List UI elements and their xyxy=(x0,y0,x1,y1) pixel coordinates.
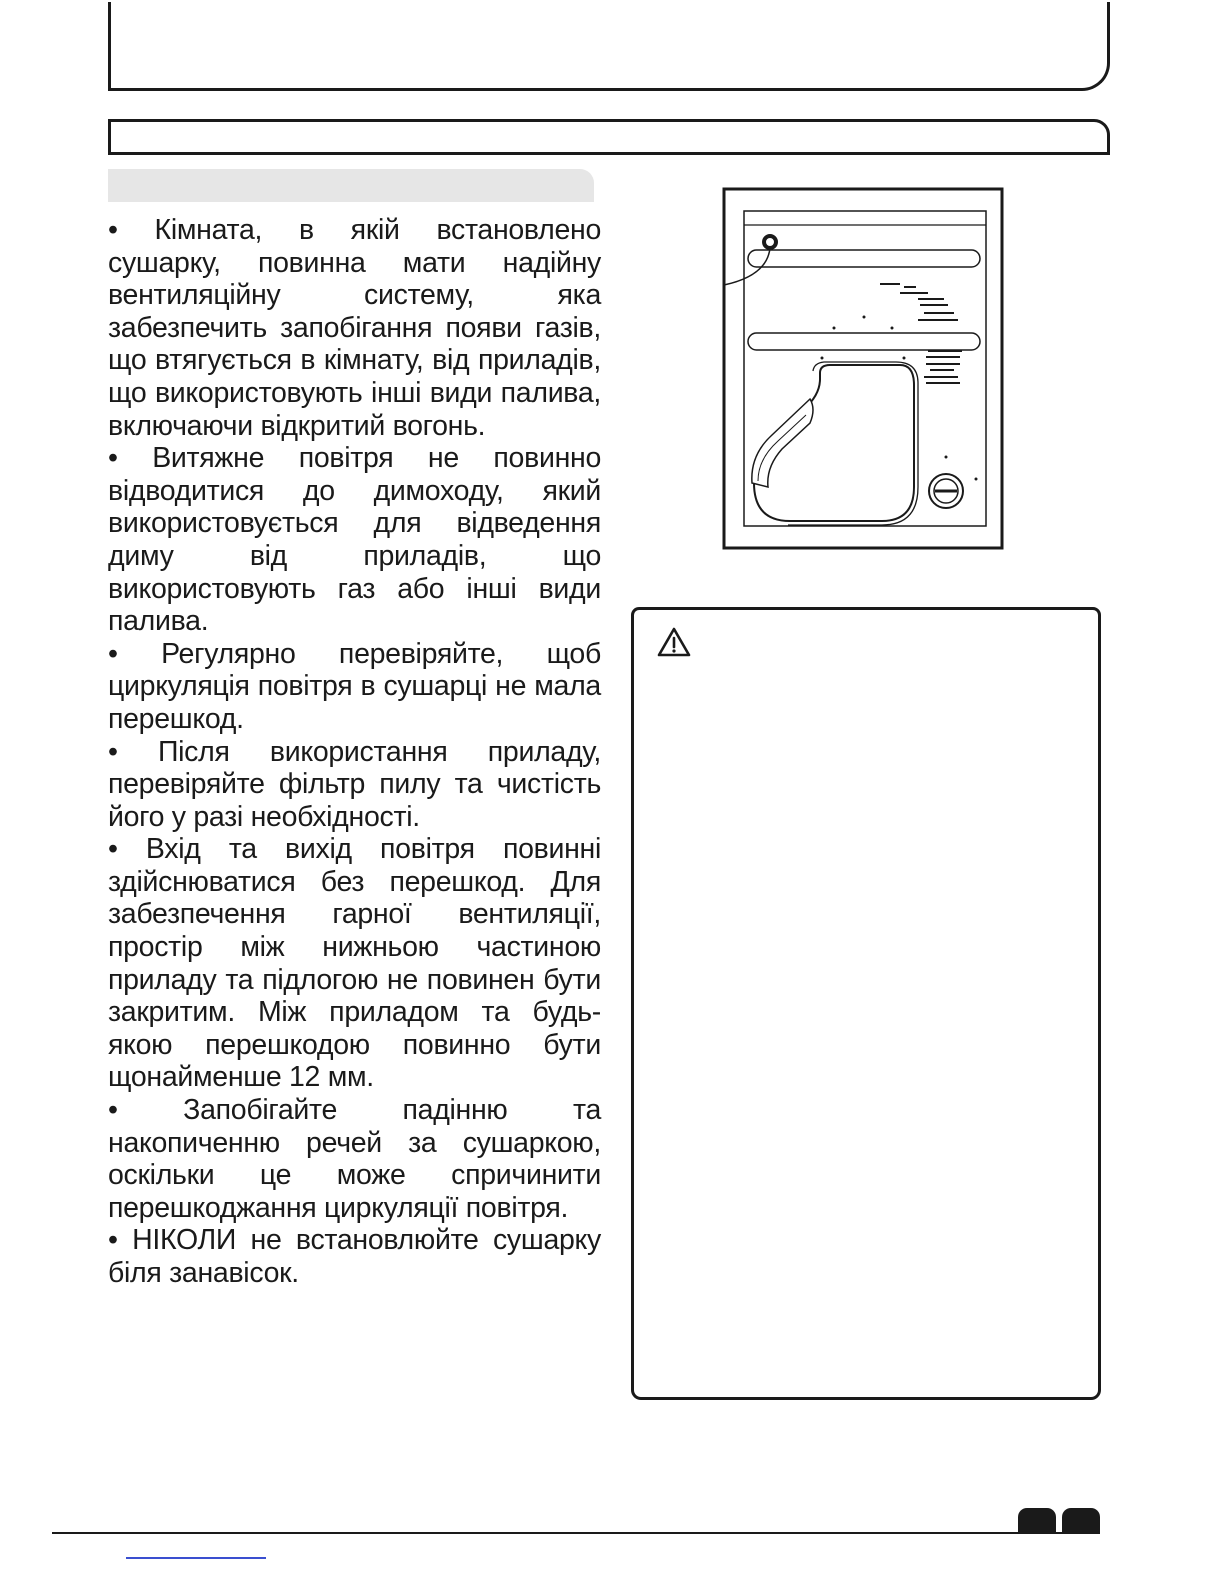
page-number-box-left xyxy=(1018,1508,1056,1534)
installation-instructions xyxy=(108,214,601,1290)
instruction-air-circulation: • Регулярно перевіряйте, щоб циркуляція повітря в сушарці не мала перешкод. xyxy=(108,637,601,735)
page-number-box-right xyxy=(1062,1508,1100,1534)
instruction-air-inlet-outlet: • Вхід та вихід повітря повинні здійснюватися без перешкод. Для забезпечення гарної вентиляції, простір між нижньою частиною приладу та підлогою не повинен бути закритим. Між приладом та будь-якою перешкодою повинно бути щонайменше 12 мм. xyxy=(108,833,601,1094)
warning-box xyxy=(631,607,1101,1400)
instruction-curtains: • НІКОЛИ не встановлюйте сушарку біля занавісок. xyxy=(108,1224,601,1289)
instruction-ventilation: • Кімната, в якій встановлено сушарку, повинна мати надійну вентиляційну систему, яка забезпечить запобігання появи газів, що втягується в кімнату, від приладів, що використовують інші види палива, включаючи відкритий вогонь. xyxy=(108,214,601,442)
instruction-lint-filter: • Після використання приладу, перевіряйте фільтр пилу та чистість його у разі необхідності. xyxy=(108,735,601,833)
section-subheading-tab xyxy=(108,169,594,202)
instruction-chimney: • Витяжне повітря не повинно відводитися до димоходу, який використовується для відведення диму від приладів, що використовують газ або інші види палива. xyxy=(108,442,601,638)
header-box xyxy=(108,2,1110,91)
section-title-bar xyxy=(108,119,1110,155)
dryer-illustration xyxy=(722,187,1004,550)
warning-triangle-icon xyxy=(656,626,692,658)
instruction-items-behind: • Запобігайте падінню та накопиченню речей за сушаркою, оскільки це може спричинити перешкоджання циркуляції повітря. xyxy=(108,1094,601,1224)
footer-rule xyxy=(52,1532,1096,1534)
footer-link-underline xyxy=(126,1557,266,1559)
